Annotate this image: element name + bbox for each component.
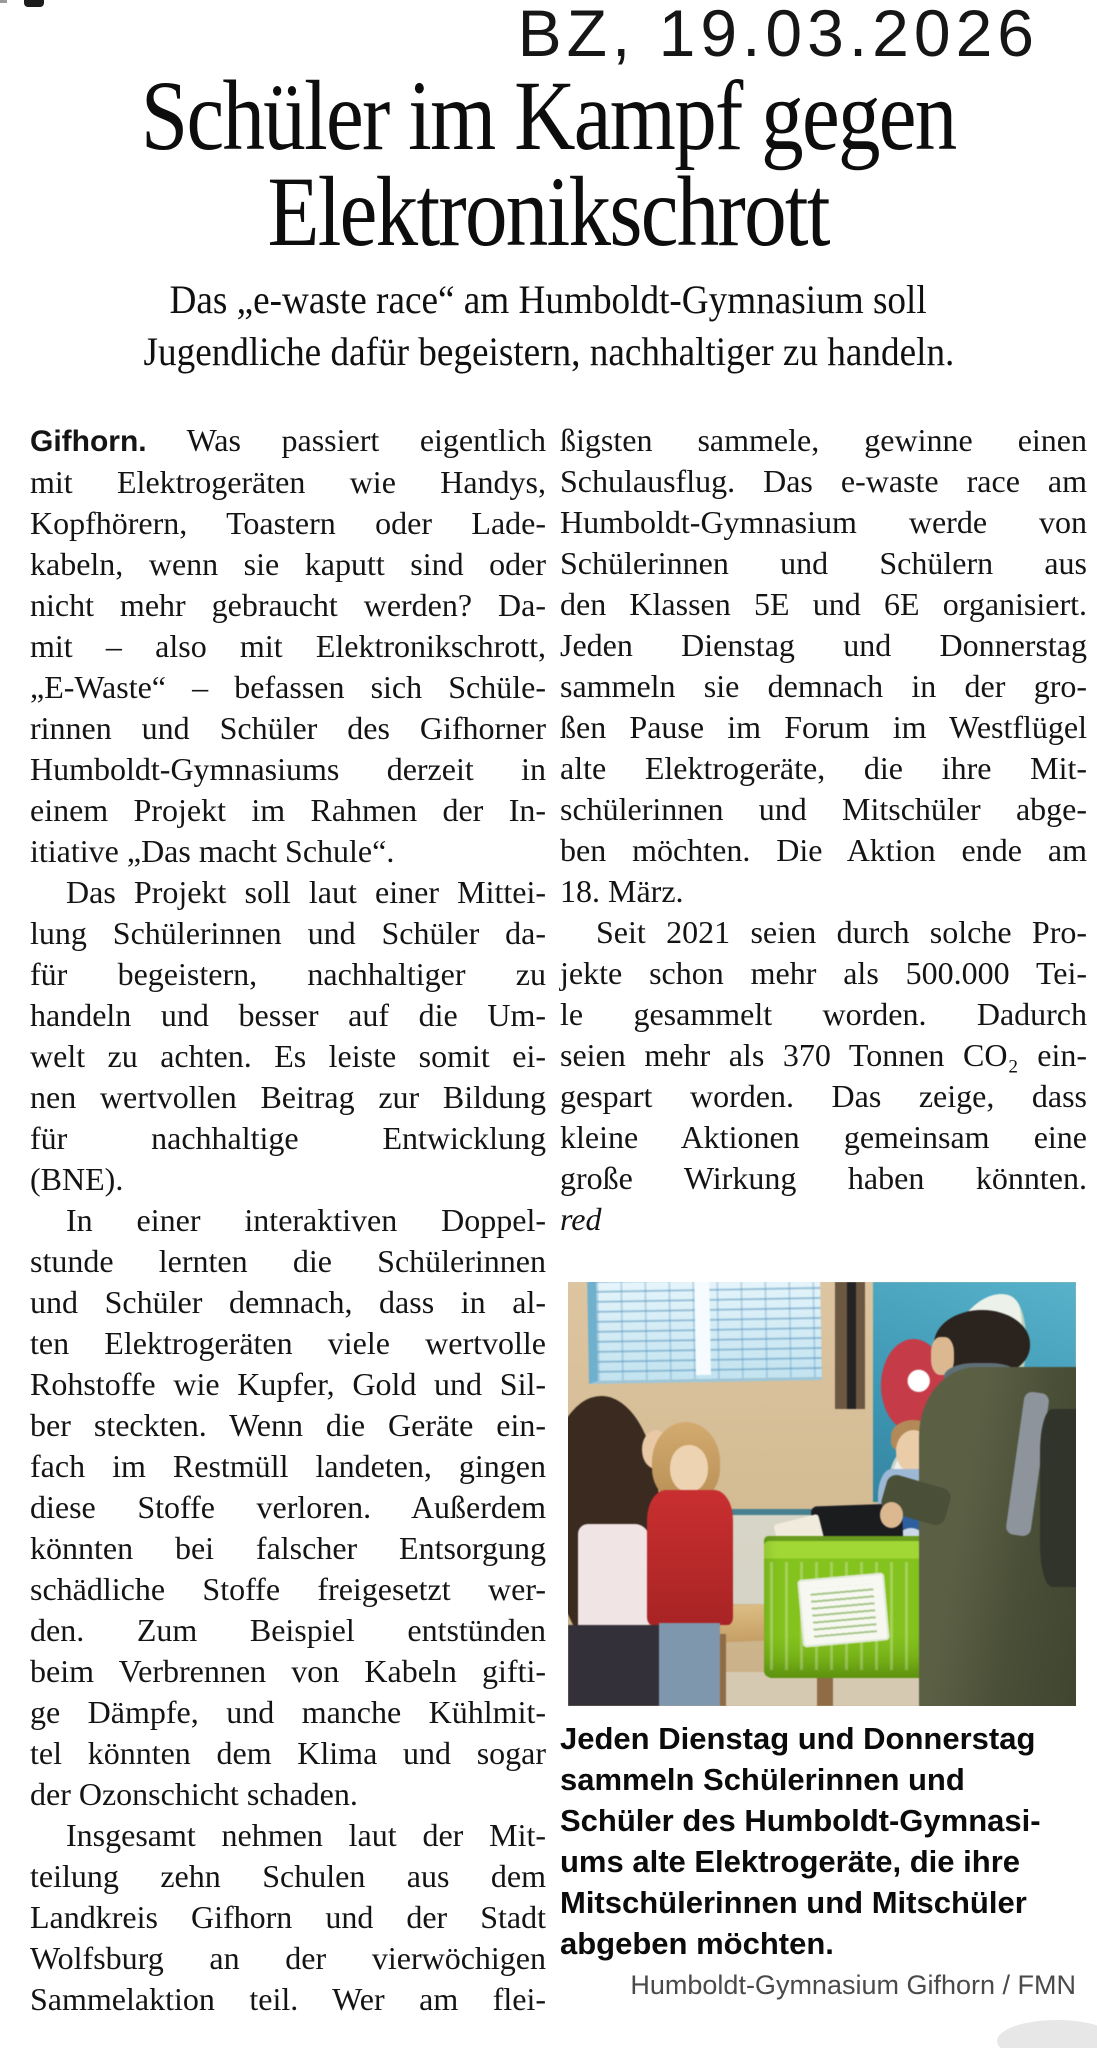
article-line: itiative „Das macht Schule“. <box>30 833 395 869</box>
article-column-right-text <box>560 420 1087 1240</box>
article-line: ßen Pause im Forum im Westflügel <box>560 709 1087 745</box>
caption-line: sammeln Schülerinnen und <box>560 1762 965 1797</box>
article-line: mit Elektrogeräten wie Handys, <box>30 464 546 500</box>
caption-line: abgeben möchten. <box>560 1926 834 1961</box>
article-line: rinnen und Schüler des Gifhorner <box>30 710 546 746</box>
article-line: Rohstoffe wie Kupfer, Gold und Sil- <box>30 1366 546 1402</box>
article-line: handeln und besser auf die Um- <box>30 997 546 1033</box>
article-line: für begeistern, nachhaltiger zu <box>30 956 546 992</box>
article-line: beim Verbrennen von Kabeln gifti- <box>30 1653 546 1689</box>
article-line: red <box>560 1201 602 1237</box>
article-line: diese Stoffe verloren. Außerdem <box>30 1489 546 1525</box>
dateline-location: Gifhorn. <box>30 425 147 458</box>
article-line: Humboldt-Gymnasium werde von <box>560 504 1087 540</box>
article-line: fach im Restmüll landeten, gingen <box>30 1448 546 1484</box>
article-line: Landkreis Gifhorn und der Stadt <box>30 1899 546 1935</box>
article-line: ber steckten. Wenn die Geräte ein- <box>30 1407 546 1443</box>
photo-green-collection-crate <box>764 1536 932 1678</box>
article-line: Wolfsburg an der vierwöchigen <box>30 1940 546 1976</box>
photo-student-2-red-sweater <box>647 1490 733 1626</box>
article-line: Schülerinnen und Schülern aus <box>560 545 1087 581</box>
caption-line: Schüler des Humboldt-Gymnasi- <box>560 1803 1041 1838</box>
subheadline-line-1: Das „e-waste race“ am Humboldt-Gymnasium soll <box>169 277 928 322</box>
scan-artifact-top-left <box>24 0 44 7</box>
article-line: lung Schülerinnen und Schüler da- <box>30 915 546 951</box>
article-line: stunde lernten die Schülerinnen <box>30 1243 546 1279</box>
article-line: welt zu achten. Es leiste somit ei- <box>30 1038 546 1074</box>
article-line: der Ozonschicht schaden. <box>30 1776 358 1812</box>
article-line: ßigsten sammele, gewinne einen <box>560 422 1087 458</box>
caption-line: ums alte Elektrogeräte, die ihre <box>560 1844 1021 1879</box>
article-line: Humboldt-Gymnasiums derzeit in <box>30 751 546 787</box>
photo-student-2-jeans <box>659 1623 720 1706</box>
article-line: schädliche Stoffe freigesetzt wer- <box>30 1571 546 1607</box>
scan-artifact-top-edge <box>0 0 7 3</box>
article-line: Seit 2021 seien durch solche Pro- <box>596 914 1087 950</box>
article-column-left <box>30 420 546 2020</box>
article-line: Jeden Dienstag und Donnerstag <box>560 627 1087 663</box>
article-line: tel könnten dem Klima und sogar <box>30 1735 546 1771</box>
article-line: nicht mehr gebraucht werden? Da- <box>30 587 546 623</box>
article-line: 18. März. <box>560 873 684 909</box>
article-line: „E-Waste“ – befassen sich Schüle- <box>30 669 546 705</box>
article-line: ben möchten. Die Aktion ende am <box>560 832 1087 868</box>
headline-line-2: Elektronikschrott <box>267 156 830 267</box>
photo-caption <box>560 1718 1090 1964</box>
article-line: Das Projekt soll laut einer Mittei- <box>66 874 546 910</box>
article-line: und Schüler demnach, dass in al- <box>30 1284 546 1320</box>
article-line: für nachhaltige Entwicklung <box>30 1120 546 1156</box>
article-line: den Klassen 5E und 6E organisiert. <box>560 586 1087 622</box>
photo-student-1-top <box>578 1524 649 1634</box>
headline-line-1: Schüler im Kampf gegen <box>141 60 956 171</box>
article-line: den. Zum Beispiel entstünden <box>30 1612 546 1648</box>
article-line: nen wertvollen Beitrag zur Bildung <box>30 1079 546 1115</box>
article-line: sammeln sie demnach in der gro- <box>560 668 1087 704</box>
subheadline-line-2: Jugendliche dafür begeistern, nachhaltiger zu handeln. <box>143 329 954 374</box>
article-line: ten Elektrogeräten viele wertvolle <box>30 1325 546 1361</box>
photo-wall-pillar-stripe <box>847 1282 855 1409</box>
headline <box>0 60 1097 267</box>
article-line: jekte schon mehr als 500.000 Tei- <box>560 955 1087 991</box>
photo-schedule-board-divider <box>694 1282 711 1375</box>
photo-crate-label <box>798 1572 891 1648</box>
article-line: einem Projekt im Rahmen der In- <box>30 792 546 828</box>
article-line: teilung zehn Schulen aus dem <box>30 1858 546 1894</box>
photo-student-1-skirt <box>568 1625 659 1706</box>
photo-credit: Humboldt-Gymnasium Gifhorn / FMN <box>630 1970 1076 2000</box>
article-line: (BNE). <box>30 1161 124 1197</box>
article-line: kabeln, wenn sie kaputt sind oder <box>30 546 546 582</box>
article-line: In einer interaktiven Doppel- <box>66 1202 546 1238</box>
photo-student-2-face <box>670 1445 708 1492</box>
article-line: Schulausflug. Das e-waste race am <box>560 463 1087 499</box>
publication-date: BZ, 19.03.2026 <box>517 0 1039 70</box>
caption-line: Jeden Dienstag und Donnerstag <box>560 1721 1036 1756</box>
caption-line: Mitschülerinnen und Mitschüler <box>560 1885 1027 1920</box>
article-line: le gesammelt worden. Dadurch <box>560 996 1087 1032</box>
article-line: seien mehr als 370 Tonnen CO₂ ein- <box>560 1037 1087 1073</box>
article-line: Sammelaktion teil. Wer am flei- <box>30 1981 546 2017</box>
article-line: könnten bei falscher Entsorgung <box>30 1530 546 1566</box>
article-line: schülerinnen und Mitschüler abge- <box>560 791 1087 827</box>
article-line: Gifhorn. Was passiert eigentlich <box>30 422 546 458</box>
article-line: Insgesamt nehmen laut der Mit- <box>66 1817 546 1853</box>
article-column-right <box>560 420 1087 2020</box>
subheadline <box>0 274 1097 378</box>
article-line: mit – also mit Elektronikschrott, <box>30 628 546 664</box>
article-body <box>30 420 1097 2020</box>
scan-artifact-bottom-right <box>997 2020 1097 2048</box>
article-line: große Wirkung haben könnten. <box>560 1160 1087 1196</box>
article-line: Kopfhörern, Toastern oder Lade- <box>30 505 546 541</box>
photo-scene <box>568 1282 1076 1706</box>
article-line: kleine Aktionen gemeinsam eine <box>560 1119 1087 1155</box>
photo-visitor-backpack <box>1040 1409 1076 1587</box>
article-line: alte Elektrogeräte, die ihre Mit- <box>560 750 1087 786</box>
article-line: ge Dämpfe, und manche Kühlmit- <box>30 1694 546 1730</box>
article-photo <box>568 1282 1076 1706</box>
article-line: gespart worden. Das zeige, dass <box>560 1078 1087 1114</box>
